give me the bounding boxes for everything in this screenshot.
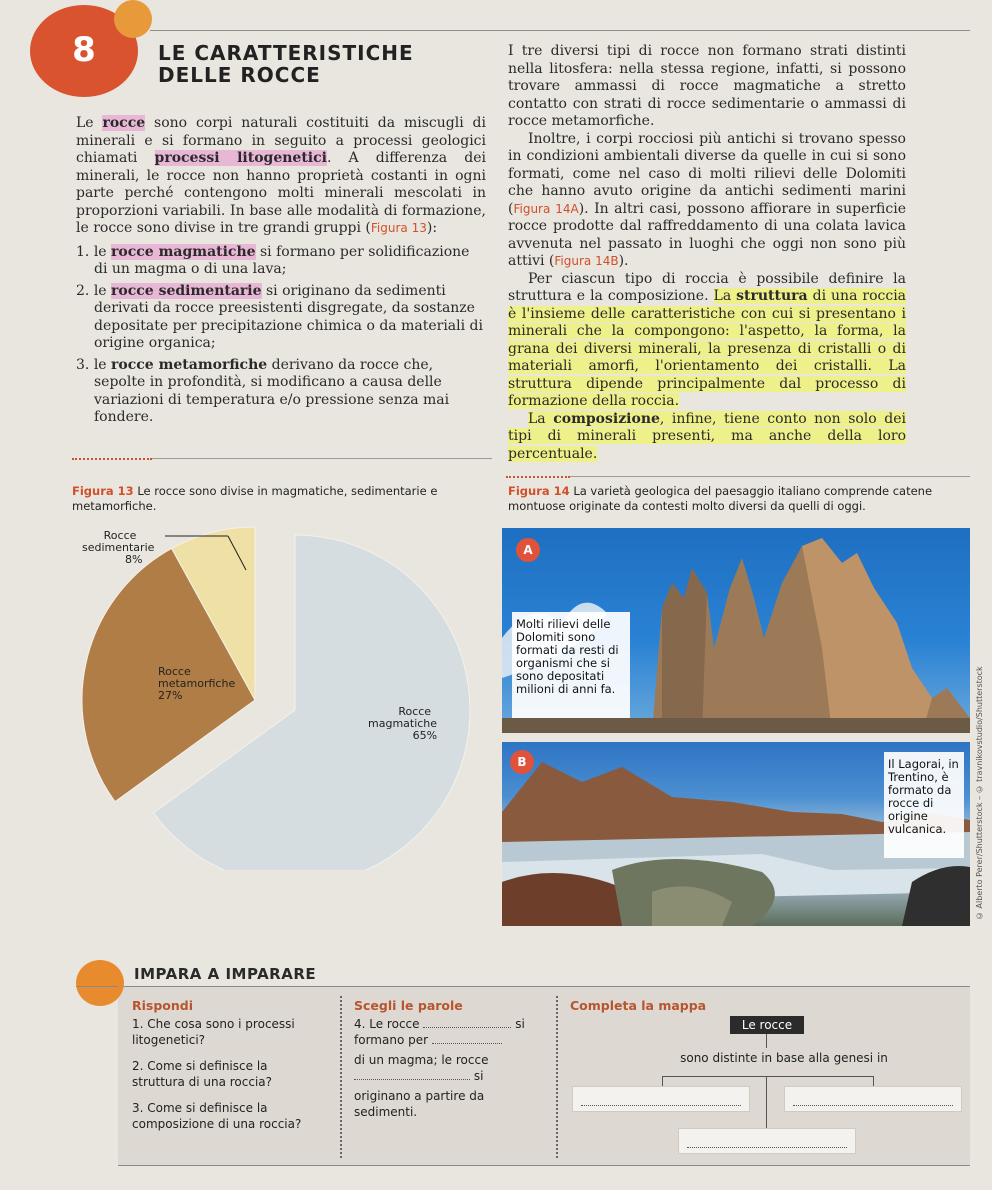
pie-label-metamorfiche: Rocce metamorfiche 27% bbox=[158, 665, 236, 702]
column-separator bbox=[556, 996, 558, 1158]
figure-14-label: Figura 14 bbox=[508, 484, 570, 498]
photo-credit: © Alberto Perer/Shutterstock – © travnikovstudio/Shutterstock bbox=[975, 666, 984, 920]
figure-14-caption: Figura 14 La varietà geologica del paesaggio italiano comprende catene montuose originate da contesti molto diversi da quelli di oggi. bbox=[508, 484, 933, 513]
column-separator bbox=[340, 996, 342, 1158]
term-processi-litogenetici: processi litogenetici bbox=[154, 150, 327, 166]
paragraph: Inoltre, i corpi rocciosi più antichi si trovano spesso in condizioni ambientali diverse da quelle in cui si sono formati, come nel caso di molti rilievi delle Dolomiti che hanno avuto origine da antichi sedimenti marini (Figura 14A). In altri casi, possono affiorare in superficie rocce prodotte dal raffreddamento di una colata lavica avvenuta nel passato in luoghi che oggi non sono più attivi (Figura 14B). bbox=[508, 130, 906, 269]
map-connector bbox=[873, 1076, 874, 1086]
question-1: 1. Che cosa sono i processi litogenetici? bbox=[132, 1017, 295, 1047]
term-struttura: struttura bbox=[736, 288, 808, 304]
header-rule bbox=[150, 30, 970, 31]
map-empty-node[interactable] bbox=[572, 1086, 750, 1112]
exercise-title: IMPARA A IMPARARE bbox=[134, 965, 317, 983]
pie-label-magmatiche: Rocce magmatiche 65% bbox=[368, 705, 438, 742]
blank-field[interactable] bbox=[423, 1017, 511, 1028]
blank-field[interactable] bbox=[354, 1069, 470, 1080]
rispondi-heading: Rispondi bbox=[132, 998, 194, 1013]
term-composizione: composizione bbox=[553, 410, 660, 427]
rock-groups-list bbox=[76, 244, 486, 427]
figure-14a-ref[interactable]: Figura 14A bbox=[513, 201, 579, 216]
figure-13-caption: Figura 13 Le rocce sono divise in magmatiche, sedimentarie e metamorfiche. bbox=[72, 484, 438, 513]
photo-a-text: Molti rilievi delle Dolomiti sono formati da resti di organismi che si sono depositati milioni di anni fa. bbox=[516, 617, 619, 696]
map-connector bbox=[662, 1076, 663, 1086]
rock-types-pie-chart bbox=[60, 520, 490, 870]
intro-paragraph: Le rocce sono corpi naturali costituiti da miscugli di minerali e si formano in seguito a processi geologici chiamati processi litogenetici. A differenza dei minerali, le rocce non hanno proprietà costanti in ogni parte perché contengono molti minerali mescolati in proporzioni variabili. In base alle modalità di formazione, le rocce sono divise in tre grandi gruppi (Figura 13): bbox=[76, 115, 486, 236]
section-title-line2: DELLE ROCCE bbox=[158, 63, 321, 87]
term-rocce-sedimentarie: rocce sedimentarie bbox=[111, 282, 262, 299]
separator bbox=[76, 986, 118, 987]
photo-b-text: Il Lagorai, in Trentino, è formato da rocce di origine vulcanica. bbox=[888, 757, 959, 836]
dotted-separator bbox=[506, 476, 570, 478]
question-3: 3. Come si definisce la composizione di una roccia? bbox=[132, 1101, 302, 1131]
separator bbox=[152, 458, 492, 459]
photo-a-tag: A bbox=[516, 538, 540, 562]
rispondi-questions bbox=[132, 1016, 322, 1132]
blank-field[interactable] bbox=[432, 1033, 502, 1044]
scegli-heading: Scegli le parole bbox=[354, 998, 463, 1013]
figure-14b-ref[interactable]: Figura 14B bbox=[554, 254, 619, 268]
section-title bbox=[158, 42, 478, 86]
figure-13-ref[interactable]: Figura 13 bbox=[370, 221, 427, 235]
map-relation-text: sono distinte in base alla genesi in bbox=[680, 1051, 888, 1065]
map-empty-node[interactable] bbox=[678, 1128, 856, 1154]
term-rocce-magmatiche: rocce magmatiche bbox=[111, 243, 256, 260]
section-title-line1: LE CARATTERISTICHE bbox=[158, 41, 414, 65]
map-connector bbox=[766, 1076, 767, 1128]
photo-lagorai bbox=[502, 742, 970, 926]
term-rocce-metamorfiche: rocce metamorfiche bbox=[111, 356, 268, 373]
term-rocce: rocce bbox=[102, 115, 146, 131]
paragraph: Per ciascun tipo di roccia è possibile definire la struttura e la composizione. La struttura di una roccia è l'insieme delle caratteristiche con cui si presentano i minerali che la compongono: l'aspetto, la forma, la grana dei diversi minerali, la presenza di cristalli o di materiali amorfi, l'orientamento dei cristalli. La struttura dipende principalmente dal processo di formazione della roccia. bbox=[508, 270, 907, 409]
list-item: 1. le rocce magmatiche si formano per solidificazione di un magma o di una lava; bbox=[76, 243, 470, 277]
left-column bbox=[76, 115, 486, 431]
map-connector bbox=[766, 1034, 767, 1048]
photo-dolomiti bbox=[502, 528, 970, 733]
map-connector bbox=[662, 1076, 874, 1077]
paragraph: La composizione, infine, tiene conto non solo dei tipi di minerali presenti, ma anche della loro percentuale. bbox=[508, 410, 906, 462]
pie-label-sedimentarie: Rocce sedimentarie 8% bbox=[82, 529, 155, 566]
list-item: 2. le rocce sedimentarie si originano da sedimenti derivati da rocce preesistenti disgregate, da sostanze depositate per precipitazione chimica o da materiali di origine organica; bbox=[76, 282, 483, 351]
exercise-badge bbox=[76, 960, 124, 1006]
scegli-text: 4. Le rocce si formano per di un magma; le rocce si originano a partire da sedimenti. bbox=[354, 1017, 525, 1119]
paragraph: I tre diversi tipi di rocce non formano strati distinti nella litosfera: nella stessa regione, infatti, si possono trovare ammassi di rocce magmatiche a stretto contatto con strati di rocce sedimentarie o ammassi di rocce metamorfiche. bbox=[508, 43, 906, 129]
map-root-node: Le rocce bbox=[730, 1016, 804, 1034]
question-2: 2. Come si definisce la struttura di una roccia? bbox=[132, 1059, 273, 1089]
separator bbox=[570, 476, 970, 477]
list-item: 3. le rocce metamorfiche derivano da rocce che, sepolte in profondità, si modificano a causa delle variazioni di temperatura e/o pressione senza mai fondere. bbox=[76, 356, 450, 425]
right-column bbox=[508, 43, 906, 463]
mappa-heading: Completa la mappa bbox=[570, 998, 707, 1013]
photo-b-tag: B bbox=[510, 750, 534, 774]
dotted-separator bbox=[72, 458, 152, 460]
section-number: 8 bbox=[72, 30, 96, 70]
figure-13-label: Figura 13 bbox=[72, 484, 134, 498]
map-empty-node[interactable] bbox=[784, 1086, 962, 1112]
